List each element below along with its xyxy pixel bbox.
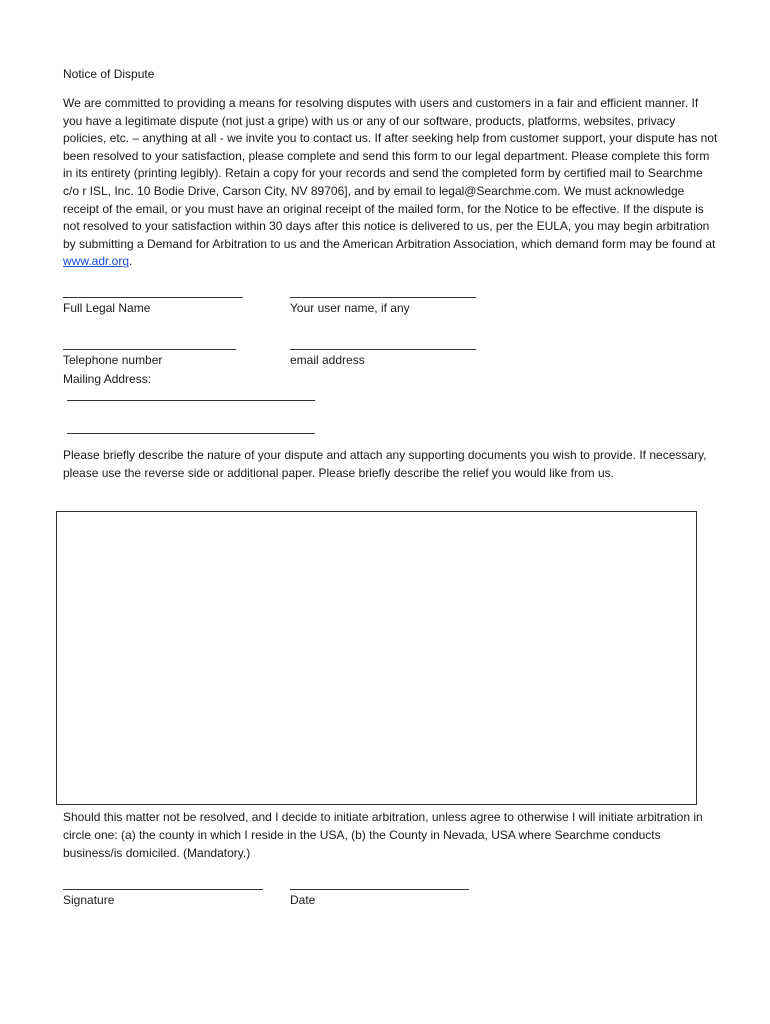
email-line[interactable] [290, 339, 476, 350]
telephone-line[interactable] [63, 339, 236, 350]
mailing-address-line-1[interactable] [67, 399, 315, 401]
full-legal-name-field[interactable] [63, 287, 243, 316]
describe-instructions: Please briefly describe the nature of your dispute and attach any supporting documents you wish to provide. If necessary, please use the reverse side or additional paper. Please briefly describe the relief you would like from us. [63, 448, 707, 480]
signature-label: Signature [63, 893, 115, 907]
intro-paragraph [63, 95, 718, 271]
full-legal-name-line[interactable] [63, 287, 243, 298]
signature-field[interactable] [63, 879, 263, 908]
date-line[interactable] [290, 879, 469, 890]
user-name-label: Your user name, if any [290, 301, 410, 315]
telephone-label: Telephone number [63, 353, 163, 367]
email-field[interactable] [290, 339, 476, 368]
date-field[interactable] [290, 879, 469, 908]
full-legal-name-label: Full Legal Name [63, 301, 151, 315]
user-name-field[interactable] [290, 287, 476, 316]
email-label: email address [290, 353, 365, 367]
mailing-address-label: Mailing Address: [63, 372, 152, 386]
dispute-description-box[interactable] [56, 511, 697, 805]
user-name-line[interactable] [290, 287, 476, 298]
intro-text: We are committed to providing a means for resolving disputes with users and customers in a fair and efficient manner. If you have a legitimate dispute (not just a gripe) with us or any of our software, products, platforms, websites, privacy policies, etc. – anything at all - we invite you to contact us. If after seeking help from customer support, your dispute has not been resolved to your satisfaction, please complete and send this form to our legal department. Please complete this form in its entirety (printing legibly). Retain a copy for your records and send the completed form by certified mail to Searchme c/o r ISL, Inc. 10 Bodie Drive, Carson City, NV 89706], and by email to legal@Searchme.com. We must acknowledge receipt of the email, or you must have an original receipt of the mailed form, for the Notice to be effective. If the dispute is not resolved to your satisfaction within 30 days after this notice is delivered to us, per the EULA, you may begin arbitration by submitting a Demand for Arbitration to us and the American Arbitration Association, which demand form may be found at [63, 96, 718, 251]
signature-line[interactable] [63, 879, 263, 890]
telephone-field[interactable] [63, 339, 236, 368]
arbitration-paragraph: Should this matter not be resolved, and I decide to initiate arbitration, unless agree to otherwise I will initiate arbitration in circle one: (a) the county in which I reside in the USA, (b) the County in Nevada, USA where Searchme conducts business/is domiciled. (Mandatory.) [63, 810, 703, 860]
intro-end: . [129, 254, 133, 269]
document-title: Notice of Dispute [63, 67, 155, 81]
adr-link[interactable]: www.adr.org [63, 254, 130, 269]
mailing-address-line-2[interactable] [67, 432, 315, 434]
date-label: Date [290, 893, 316, 907]
